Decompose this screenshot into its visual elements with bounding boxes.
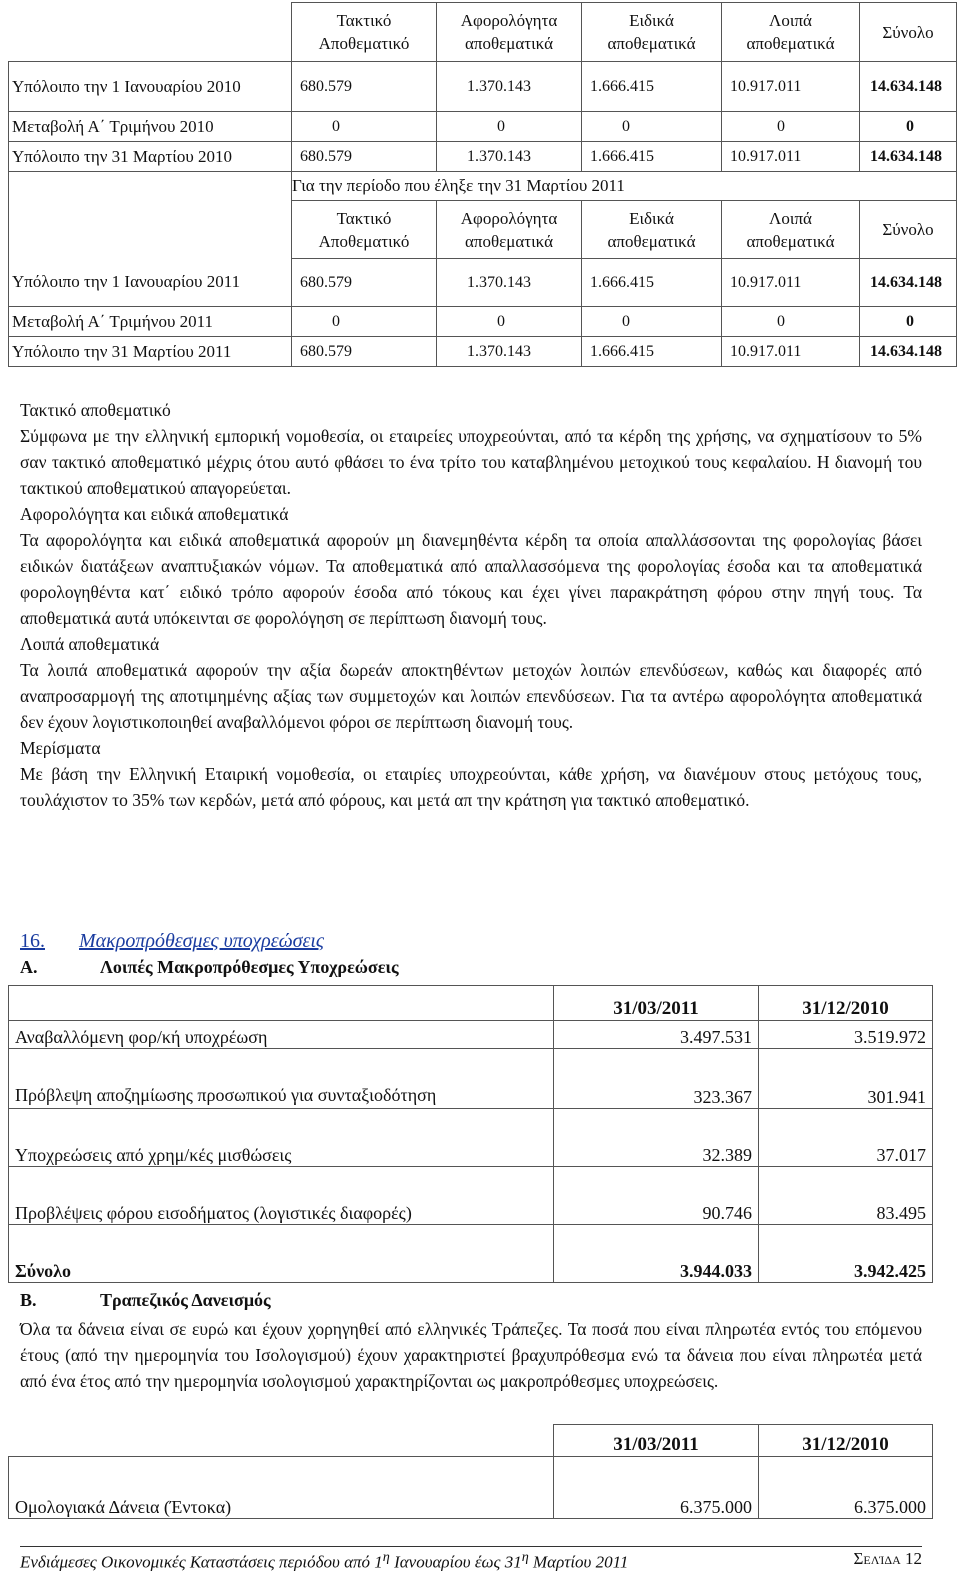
- cell: 0: [437, 307, 582, 337]
- cell: 1.666.415: [582, 259, 722, 307]
- liabilities-table: [8, 985, 933, 1283]
- cell: 301.941: [759, 1049, 933, 1109]
- col-header: Αφορολόγητα αποθεματικά: [437, 3, 582, 62]
- cell: 1.370.143: [437, 337, 582, 367]
- subsection-b-heading: [20, 1290, 271, 1311]
- row-label: Υποχρεώσεις από χρημ/κές μισθώσεις: [9, 1109, 554, 1167]
- cell: 323.367: [554, 1049, 759, 1109]
- row-label: Υπόλοιπο την 31 Μαρτίου 2010: [9, 142, 292, 172]
- cell: 14.634.148: [860, 337, 957, 367]
- cell: 0: [722, 307, 860, 337]
- col-header: 31/12/2010: [759, 1425, 933, 1457]
- table-row: [9, 112, 957, 142]
- cell: 0: [292, 307, 437, 337]
- cell: 90.746: [554, 1167, 759, 1225]
- subsection-title: Λοιπές Μακροπρόθεσμες Υποχρεώσεις: [100, 957, 399, 977]
- cell: 0: [860, 112, 957, 142]
- cell: 3.497.531: [554, 1021, 759, 1049]
- row-label: Προβλέψεις φόρου εισοδήματος (λογιστικές διαφορές): [9, 1167, 554, 1225]
- reserves-header-row-2010: [9, 3, 957, 62]
- paragraph: Τα λοιπά αποθεματικά αφορούν την αξία δωρεάν αποκτηθέντων μετοχών λοιπών επενδύσεων, καθώς και διαφορές από αναπροσαρμογή της αποτιμημένης αξίας των συμμετοχών και λοιπών επενδύσεων. Για τα αντέρω αφορολόγητα αποθεματικά δεν έχουν λογιστικοποιηθεί αναβαλλόμενοι φόροι σε περίπτωση διανομή τους.: [20, 660, 922, 732]
- reserves-notes: [20, 397, 922, 813]
- cell: 0: [582, 307, 722, 337]
- footer-title: Ενδιάμεσες Οικονομικές Καταστάσεις περιόδου από $1^\eta$ Ιανουαρίου έως $31^\eta$ Μαρτίου 2011: [20, 1549, 629, 1572]
- cell: 1.370.143: [437, 142, 582, 172]
- col-header: Λοιπά αποθεματικά: [722, 201, 860, 259]
- table-row: [9, 259, 957, 307]
- cell: 3.944.033: [554, 1225, 759, 1283]
- row-label: Πρόβλεψη αποζημίωσης προσωπικού για συνταξιοδότηση: [9, 1049, 554, 1109]
- table-row: [9, 1109, 933, 1167]
- table-row: [9, 1049, 933, 1109]
- table-row: [9, 307, 957, 337]
- cell: 6.375.000: [759, 1457, 933, 1519]
- col-header: Τακτικό Αποθεματικό: [292, 3, 437, 62]
- cell: 0: [437, 112, 582, 142]
- subsection-letter: Α.: [20, 957, 38, 977]
- col-header: 31/03/2011: [554, 986, 759, 1021]
- page-number: Σελίδα 12: [853, 1549, 922, 1568]
- cell: 3.519.972: [759, 1021, 933, 1049]
- heading-regular-reserve: Τακτικό αποθεματικό: [20, 400, 171, 420]
- cell: 14.634.148: [860, 142, 957, 172]
- cell: 1.370.143: [437, 62, 582, 112]
- subsection-letter: Β.: [20, 1290, 37, 1310]
- heading-dividends: Μερίσματα: [20, 738, 101, 758]
- col-header: 31/12/2010: [759, 986, 933, 1021]
- col-header: Ειδικά αποθεματικά: [582, 3, 722, 62]
- cell: 0: [722, 112, 860, 142]
- table-row: [9, 142, 957, 172]
- cell: 83.495: [759, 1167, 933, 1225]
- period-caption: Για την περίοδο που έληξε την 31 Μαρτίου 2011: [292, 172, 957, 201]
- paragraph: Σύμφωνα με την ελληνική εμπορική νομοθεσία, οι εταιρείες υποχρεούνται, από τα κέρδη της χρήσης, να σχηματίσουν το 5% σαν τακτικό αποθεματικό μέχρις ότου αυτό φθάσει το ένα τρίτο του καταβλημένου μετοχικού τους κεφαλαίου. Η διανομή του τακτικού αποθεματικού απαγορεύεται.: [20, 426, 922, 498]
- total-row: [9, 1225, 933, 1283]
- row-label: Υπόλοιπο την 31 Μαρτίου 2011: [9, 337, 292, 367]
- row-label: Αναβαλλόμενη φορ/κή υποχρέωση: [9, 1021, 554, 1049]
- subsection-title: Τραπεζικός Δανεισμός: [100, 1290, 271, 1310]
- col-header: Αφορολόγητα αποθεματικά: [437, 201, 582, 259]
- col-header: Λοιπά αποθεματικά: [722, 3, 860, 62]
- col-header: 31/03/2011: [554, 1425, 759, 1457]
- table-row: [9, 1167, 933, 1225]
- cell: 32.389: [554, 1109, 759, 1167]
- loans-notes: [20, 1316, 922, 1394]
- cell: 14.634.148: [860, 62, 957, 112]
- cell: 680.579: [292, 259, 437, 307]
- reserves-table: [8, 2, 957, 367]
- cell: 0: [582, 112, 722, 142]
- col-header: Σύνολο: [860, 201, 957, 259]
- cell: 10.917.011: [722, 62, 860, 112]
- heading-tax-free-reserves: Αφορολόγητα και ειδικά αποθεματικά: [20, 504, 289, 524]
- loans-table: [8, 1424, 933, 1519]
- paragraph: Με βάση την Ελληνική Εταιρική νομοθεσία, οι εταιρίες υποχρεούνται, κάθε χρήση, να διανέμουν στους μετόχους τους, τουλάχιστον το 35% των κερδών, μετά από φόρους, και μετά απ την κράτηση για τακτικό αποθεματικό.: [20, 764, 922, 810]
- cell: 10.917.011: [722, 337, 860, 367]
- table-row: [9, 62, 957, 112]
- section-16-heading[interactable]: [20, 930, 324, 953]
- row-label: Υπόλοιπο την 1 Ιανουαρίου 2010: [9, 62, 292, 112]
- row-label: Υπόλοιπο την 1 Ιανουαρίου 2011: [9, 259, 292, 307]
- heading-other-reserves: Λοιπά αποθεματικά: [20, 634, 160, 654]
- cell: 3.942.425: [759, 1225, 933, 1283]
- section-title: Μακροπρόθεσμες υποχρεώσεις: [79, 930, 325, 952]
- table-row: [9, 337, 957, 367]
- col-header: Σύνολο: [860, 3, 957, 62]
- reserves-header-row-2011: [9, 201, 957, 259]
- cell: 680.579: [292, 62, 437, 112]
- cell: 10.917.011: [722, 259, 860, 307]
- total-label: Σύνολο: [9, 1225, 554, 1283]
- paragraph: Όλα τα δάνεια είναι σε ευρώ και έχουν χορηγηθεί από ελληνικές Τράπεζες. Τα ποσά που είναι πληρωτέα εντός του επόμενου έτους (από την ημερομηνία του Ισολογισμού) έχουν χαρακτηριστεί βραχυπρόθεσμα ενώ τα δάνεια που είναι πληρωτέα μετά από ένα έτος από την ημερομηνία ισολογισμού χαρακτηρίζονται ως μακροπρόθεσμες υποχρεώσεις.: [20, 1319, 922, 1391]
- subsection-a-heading: [20, 957, 399, 978]
- row-label: Μεταβολή Α΄ Τριμήνου 2011: [9, 307, 292, 337]
- paragraph: Τα αφορολόγητα και ειδικά αποθεματικά αφορούν μη διανεμηθέντα κέρδη τα οποία απαλλάσσονται της φορολογίας βάσει ειδικών διατάξεων αναπτυξιακών νόμων. Τα αποθεματικά από απαλλασσόμενα της φορολογίας έσοδα και τα αποθεματικά φορολογηθέντα κατ΄ ειδικό τρόπο αφορούν έσοδα από τόκους και έχει γίνει παρακράτηση φόρου στην πηγή τους. Τα αποθεματικά αυτά υπόκεινται σε φορολόγηση σε περίπτωση διανομή τους.: [20, 530, 922, 628]
- row-label: Μεταβολή Α΄ Τριμήνου 2010: [9, 112, 292, 142]
- cell: 0: [292, 112, 437, 142]
- table-row: [9, 1021, 933, 1049]
- cell: 0: [860, 307, 957, 337]
- cell: 1.666.415: [582, 337, 722, 367]
- cell: 6.375.000: [554, 1457, 759, 1519]
- cell: 1.666.415: [582, 142, 722, 172]
- row-label: Ομολογιακά Δάνεια (Έντοκα): [9, 1457, 554, 1519]
- cell: 1.666.415: [582, 62, 722, 112]
- period-row: [9, 172, 957, 201]
- cell: 1.370.143: [437, 259, 582, 307]
- table-row: [9, 1457, 933, 1519]
- cell: 37.017: [759, 1109, 933, 1167]
- liabilities-header-row: [9, 986, 933, 1021]
- section-number: 16.: [20, 930, 45, 952]
- cell: 680.579: [292, 142, 437, 172]
- col-header: Τακτικό Αποθεματικό: [292, 201, 437, 259]
- cell: 680.579: [292, 337, 437, 367]
- cell: 14.634.148: [860, 259, 957, 307]
- cell: 10.917.011: [722, 142, 860, 172]
- loans-header-row: [9, 1425, 933, 1457]
- col-header: Ειδικά αποθεματικά: [582, 201, 722, 259]
